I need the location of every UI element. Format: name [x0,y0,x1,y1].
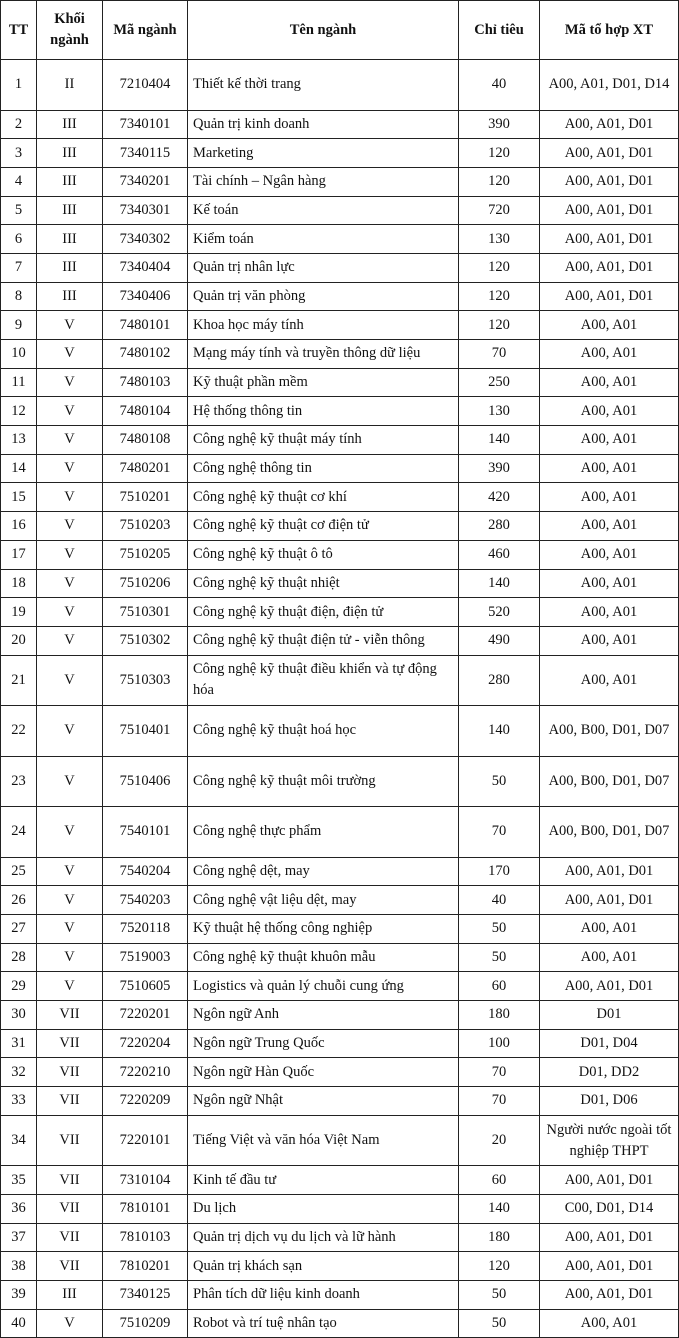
cell-ma-to-hop-xt: A00, A01 [540,569,679,598]
cell-ma-to-hop-xt: A00, A01 [540,1309,679,1338]
cell-ma-nganh: 7340115 [103,139,188,168]
cell-ma-to-hop-xt: A00, A01 [540,540,679,569]
cell-ten-nganh: Công nghệ kỹ thuật điện, điện tử [188,598,459,627]
cell-ma-to-hop-xt: Người nước ngoài tốt nghiệp THPT [540,1115,679,1166]
cell-ma-to-hop-xt: A00, A01, D01 [540,196,679,225]
cell-ma-to-hop-xt: A00, A01 [540,426,679,455]
table-row [1,397,679,426]
cell-ten-nganh: Công nghệ kỹ thuật cơ điện tử [188,512,459,541]
cell-ten-nganh: Hệ thống thông tin [188,397,459,426]
cell-khoi-nganh: V [37,426,103,455]
cell-ten-nganh: Công nghệ thực phẩm [188,807,459,858]
table-row [1,598,679,627]
cell-ma-nganh: 7340301 [103,196,188,225]
cell-ma-nganh: 7510605 [103,972,188,1001]
cell-ma-nganh: 7810103 [103,1223,188,1252]
cell-tt: 5 [1,196,37,225]
table-row [1,569,679,598]
header-khoi-nganh [37,1,103,60]
table-row [1,807,679,858]
table-row [1,110,679,139]
cell-ten-nganh: Kinh tế đầu tư [188,1166,459,1195]
cell-tt: 34 [1,1115,37,1166]
cell-ma-to-hop-xt: D01, D04 [540,1029,679,1058]
cell-ma-to-hop-xt: D01, DD2 [540,1058,679,1087]
cell-ma-to-hop-xt: A00, A01 [540,943,679,972]
cell-chi-tieu: 70 [459,1087,540,1116]
cell-khoi-nganh: V [37,454,103,483]
table-row [1,943,679,972]
cell-ma-to-hop-xt: A00, B00, D01, D07 [540,807,679,858]
cell-ma-to-hop-xt: A00, A01 [540,512,679,541]
cell-khoi-nganh: V [37,756,103,807]
cell-khoi-nganh: VII [37,1029,103,1058]
table-row [1,225,679,254]
cell-ten-nganh: Quản trị kinh doanh [188,110,459,139]
cell-ma-nganh: 7540204 [103,857,188,886]
cell-ma-to-hop-xt: A00, A01, D01 [540,139,679,168]
cell-ten-nganh: Công nghệ kỹ thuật điện tử - viễn thông [188,626,459,655]
table-row [1,426,679,455]
cell-chi-tieu: 720 [459,196,540,225]
cell-khoi-nganh: II [37,60,103,111]
cell-ten-nganh: Ngôn ngữ Anh [188,1001,459,1030]
cell-ma-nganh: 7340404 [103,253,188,282]
cell-ten-nganh: Du lịch [188,1194,459,1223]
cell-tt: 35 [1,1166,37,1195]
cell-ma-to-hop-xt: C00, D01, D14 [540,1194,679,1223]
cell-ten-nganh: Mạng máy tính và truyền thông dữ liệu [188,340,459,369]
cell-chi-tieu: 420 [459,483,540,512]
cell-ma-to-hop-xt: A00, A01, D01 [540,167,679,196]
cell-khoi-nganh: VII [37,1166,103,1195]
cell-ten-nganh: Công nghệ kỹ thuật khuôn mẫu [188,943,459,972]
cell-ma-to-hop-xt: A00, A01 [540,311,679,340]
cell-tt: 32 [1,1058,37,1087]
cell-ma-to-hop-xt: D01, D06 [540,1087,679,1116]
table-row [1,972,679,1001]
cell-chi-tieu: 120 [459,311,540,340]
cell-ten-nganh: Robot và trí tuệ nhân tạo [188,1309,459,1338]
cell-tt: 18 [1,569,37,598]
cell-khoi-nganh: V [37,540,103,569]
cell-chi-tieu: 50 [459,1309,540,1338]
cell-khoi-nganh: III [37,196,103,225]
cell-chi-tieu: 120 [459,1252,540,1281]
cell-chi-tieu: 180 [459,1223,540,1252]
cell-tt: 22 [1,706,37,757]
cell-ma-to-hop-xt: A00, A01, D01 [540,1223,679,1252]
cell-chi-tieu: 180 [459,1001,540,1030]
cell-ma-to-hop-xt: A00, A01 [540,368,679,397]
cell-khoi-nganh: VII [37,1087,103,1116]
cell-tt: 17 [1,540,37,569]
cell-ma-nganh: 7340201 [103,167,188,196]
header-ten-nganh: Tên ngành [188,1,459,60]
header-khoi-nganh-line1: Khối [54,11,85,27]
cell-khoi-nganh: V [37,972,103,1001]
cell-ma-to-hop-xt: A00, A01 [540,914,679,943]
cell-ma-to-hop-xt: A00, A01 [540,598,679,627]
cell-chi-tieu: 140 [459,1194,540,1223]
cell-tt: 3 [1,139,37,168]
cell-khoi-nganh: VII [37,1223,103,1252]
cell-chi-tieu: 60 [459,972,540,1001]
table-row [1,139,679,168]
cell-khoi-nganh: V [37,943,103,972]
cell-ten-nganh: Thiết kế thời trang [188,60,459,111]
cell-khoi-nganh: V [37,512,103,541]
header-ma-nganh: Mã ngành [103,1,188,60]
table-row [1,1252,679,1281]
table-row [1,340,679,369]
cell-ma-nganh: 7510205 [103,540,188,569]
cell-tt: 30 [1,1001,37,1030]
cell-chi-tieu: 140 [459,569,540,598]
cell-chi-tieu: 70 [459,1058,540,1087]
cell-ten-nganh: Ngôn ngữ Hàn Quốc [188,1058,459,1087]
cell-ma-nganh: 7220204 [103,1029,188,1058]
cell-khoi-nganh: III [37,167,103,196]
cell-chi-tieu: 50 [459,1281,540,1310]
cell-tt: 15 [1,483,37,512]
cell-khoi-nganh: V [37,483,103,512]
cell-chi-tieu: 50 [459,943,540,972]
cell-tt: 29 [1,972,37,1001]
cell-chi-tieu: 520 [459,598,540,627]
cell-ma-nganh: 7540101 [103,807,188,858]
cell-ten-nganh: Kiểm toán [188,225,459,254]
cell-ma-to-hop-xt: A00, A01, D01 [540,225,679,254]
cell-chi-tieu: 60 [459,1166,540,1195]
cell-ma-to-hop-xt: A00, B00, D01, D07 [540,706,679,757]
cell-ma-nganh: 7510201 [103,483,188,512]
cell-chi-tieu: 70 [459,340,540,369]
table-row [1,1194,679,1223]
cell-ma-nganh: 7810201 [103,1252,188,1281]
cell-ma-to-hop-xt: A00, A01, D01 [540,972,679,1001]
cell-ten-nganh: Kế toán [188,196,459,225]
cell-khoi-nganh: V [37,368,103,397]
cell-tt: 24 [1,807,37,858]
table-row [1,1115,679,1166]
cell-tt: 36 [1,1194,37,1223]
cell-ten-nganh: Tài chính – Ngân hàng [188,167,459,196]
table-row [1,706,679,757]
cell-ma-nganh: 7480108 [103,426,188,455]
cell-khoi-nganh: V [37,598,103,627]
cell-chi-tieu: 40 [459,886,540,915]
cell-chi-tieu: 280 [459,655,540,706]
header-khoi-nganh-line2: ngành [50,32,89,48]
cell-chi-tieu: 70 [459,807,540,858]
table-body [1,60,679,1338]
cell-chi-tieu: 120 [459,282,540,311]
cell-khoi-nganh: V [37,706,103,757]
cell-ten-nganh: Phân tích dữ liệu kinh doanh [188,1281,459,1310]
cell-ten-nganh: Quản trị văn phòng [188,282,459,311]
cell-ma-to-hop-xt: A00, A01 [540,397,679,426]
table-row [1,196,679,225]
cell-ten-nganh: Quản trị khách sạn [188,1252,459,1281]
cell-tt: 12 [1,397,37,426]
cell-tt: 40 [1,1309,37,1338]
cell-ma-nganh: 7480102 [103,340,188,369]
cell-ma-to-hop-xt: A00, A01, D01 [540,1166,679,1195]
cell-ma-to-hop-xt: A00, A01 [540,626,679,655]
cell-khoi-nganh: VII [37,1252,103,1281]
cell-ten-nganh: Công nghệ kỹ thuật hoá học [188,706,459,757]
cell-khoi-nganh: V [37,857,103,886]
table-row [1,512,679,541]
cell-ma-nganh: 7340406 [103,282,188,311]
cell-chi-tieu: 390 [459,454,540,483]
cell-ten-nganh: Logistics và quản lý chuỗi cung ứng [188,972,459,1001]
cell-tt: 25 [1,857,37,886]
cell-khoi-nganh: III [37,282,103,311]
cell-khoi-nganh: V [37,311,103,340]
cell-chi-tieu: 120 [459,253,540,282]
cell-khoi-nganh: VII [37,1194,103,1223]
cell-ma-nganh: 7220209 [103,1087,188,1116]
cell-chi-tieu: 130 [459,397,540,426]
cell-tt: 27 [1,914,37,943]
table-row [1,167,679,196]
table-row [1,454,679,483]
cell-ma-nganh: 7480201 [103,454,188,483]
cell-ma-to-hop-xt: D01 [540,1001,679,1030]
table-row [1,626,679,655]
cell-tt: 37 [1,1223,37,1252]
cell-khoi-nganh: V [37,886,103,915]
cell-tt: 28 [1,943,37,972]
table-row [1,483,679,512]
cell-ma-to-hop-xt: A00, B00, D01, D07 [540,756,679,807]
cell-ma-nganh: 7510301 [103,598,188,627]
cell-chi-tieu: 20 [459,1115,540,1166]
cell-khoi-nganh: VII [37,1001,103,1030]
cell-ma-to-hop-xt: A00, A01 [540,655,679,706]
cell-ten-nganh: Công nghệ kỹ thuật nhiệt [188,569,459,598]
header-tt: TT [1,1,37,60]
cell-ten-nganh: Quản trị dịch vụ du lịch và lữ hành [188,1223,459,1252]
cell-tt: 11 [1,368,37,397]
table-row [1,1309,679,1338]
table-row [1,282,679,311]
cell-ten-nganh: Công nghệ kỹ thuật máy tính [188,426,459,455]
cell-ma-to-hop-xt: A00, A01, D01 [540,886,679,915]
cell-ten-nganh: Kỹ thuật phần mềm [188,368,459,397]
cell-ma-nganh: 7480101 [103,311,188,340]
header-ma-to-hop-xt: Mã tổ hợp XT [540,1,679,60]
cell-khoi-nganh: V [37,914,103,943]
cell-chi-tieu: 140 [459,706,540,757]
table-row [1,60,679,111]
cell-tt: 33 [1,1087,37,1116]
table-row [1,914,679,943]
cell-ma-to-hop-xt: A00, A01 [540,483,679,512]
cell-ma-to-hop-xt: A00, A01 [540,340,679,369]
table-row [1,253,679,282]
cell-tt: 19 [1,598,37,627]
cell-chi-tieu: 100 [459,1029,540,1058]
cell-ten-nganh: Khoa học máy tính [188,311,459,340]
cell-ma-nganh: 7340125 [103,1281,188,1310]
cell-khoi-nganh: VII [37,1058,103,1087]
cell-ten-nganh: Công nghệ kỹ thuật cơ khí [188,483,459,512]
table-row [1,1087,679,1116]
cell-tt: 9 [1,311,37,340]
cell-ma-nganh: 7220201 [103,1001,188,1030]
table-row [1,1001,679,1030]
cell-khoi-nganh: V [37,569,103,598]
cell-ma-nganh: 7510303 [103,655,188,706]
cell-tt: 20 [1,626,37,655]
cell-tt: 7 [1,253,37,282]
cell-ten-nganh: Công nghệ thông tin [188,454,459,483]
table-row [1,1223,679,1252]
cell-khoi-nganh: V [37,655,103,706]
cell-ten-nganh: Công nghệ kỹ thuật ô tô [188,540,459,569]
cell-khoi-nganh: V [37,340,103,369]
cell-ten-nganh: Công nghệ dệt, may [188,857,459,886]
cell-ma-nganh: 7480104 [103,397,188,426]
cell-tt: 6 [1,225,37,254]
cell-ma-nganh: 7510406 [103,756,188,807]
cell-chi-tieu: 120 [459,167,540,196]
cell-ma-nganh: 7810101 [103,1194,188,1223]
cell-ma-nganh: 7520118 [103,914,188,943]
cell-ma-nganh: 7510203 [103,512,188,541]
cell-khoi-nganh: III [37,253,103,282]
cell-ma-to-hop-xt: A00, A01, D01, D14 [540,60,679,111]
cell-ma-nganh: 7519003 [103,943,188,972]
table-row [1,1281,679,1310]
cell-khoi-nganh: V [37,397,103,426]
cell-ma-to-hop-xt: A00, A01, D01 [540,282,679,311]
cell-chi-tieu: 460 [459,540,540,569]
cell-khoi-nganh: III [37,110,103,139]
table-row [1,886,679,915]
cell-ten-nganh: Kỹ thuật hệ thống công nghiệp [188,914,459,943]
cell-chi-tieu: 50 [459,914,540,943]
table-row [1,540,679,569]
cell-khoi-nganh: V [37,807,103,858]
cell-ma-nganh: 7510302 [103,626,188,655]
cell-chi-tieu: 50 [459,756,540,807]
cell-chi-tieu: 280 [459,512,540,541]
table-row [1,1029,679,1058]
cell-tt: 31 [1,1029,37,1058]
table-row [1,655,679,706]
cell-ma-to-hop-xt: A00, A01, D01 [540,253,679,282]
cell-ten-nganh: Ngôn ngữ Trung Quốc [188,1029,459,1058]
cell-khoi-nganh: III [37,139,103,168]
cell-ten-nganh: Công nghệ kỹ thuật điều khiển và tự động hóa [188,655,459,706]
cell-chi-tieu: 130 [459,225,540,254]
cell-tt: 38 [1,1252,37,1281]
cell-tt: 10 [1,340,37,369]
table-row [1,1166,679,1195]
header-row [1,1,679,60]
cell-tt: 2 [1,110,37,139]
cell-ma-to-hop-xt: A00, A01, D01 [540,1252,679,1281]
cell-ma-nganh: 7310104 [103,1166,188,1195]
cell-chi-tieu: 40 [459,60,540,111]
cell-tt: 16 [1,512,37,541]
cell-chi-tieu: 170 [459,857,540,886]
table-row [1,368,679,397]
cell-ma-to-hop-xt: A00, A01 [540,454,679,483]
cell-khoi-nganh: V [37,626,103,655]
cell-tt: 4 [1,167,37,196]
cell-khoi-nganh: III [37,225,103,254]
cell-khoi-nganh: VII [37,1115,103,1166]
table-row [1,756,679,807]
cell-chi-tieu: 390 [459,110,540,139]
cell-ten-nganh: Marketing [188,139,459,168]
table-row [1,311,679,340]
cell-tt: 21 [1,655,37,706]
cell-ten-nganh: Ngôn ngữ Nhật [188,1087,459,1116]
cell-ten-nganh: Công nghệ kỹ thuật môi trường [188,756,459,807]
cell-ma-nganh: 7510401 [103,706,188,757]
cell-tt: 39 [1,1281,37,1310]
cell-chi-tieu: 490 [459,626,540,655]
cell-ten-nganh: Tiếng Việt và văn hóa Việt Nam [188,1115,459,1166]
cell-ma-to-hop-xt: A00, A01, D01 [540,110,679,139]
cell-ma-nganh: 7480103 [103,368,188,397]
cell-tt: 8 [1,282,37,311]
cell-tt: 26 [1,886,37,915]
cell-ma-nganh: 7210404 [103,60,188,111]
cell-chi-tieu: 250 [459,368,540,397]
cell-tt: 13 [1,426,37,455]
cell-chi-tieu: 140 [459,426,540,455]
table-row [1,857,679,886]
cell-ma-nganh: 7540203 [103,886,188,915]
cell-ma-to-hop-xt: A00, A01, D01 [540,857,679,886]
table-row [1,1058,679,1087]
cell-ma-nganh: 7220210 [103,1058,188,1087]
cell-tt: 23 [1,756,37,807]
cell-ma-nganh: 7220101 [103,1115,188,1166]
cell-ten-nganh: Quản trị nhân lực [188,253,459,282]
cell-ma-nganh: 7340101 [103,110,188,139]
cell-chi-tieu: 120 [459,139,540,168]
cell-ma-nganh: 7340302 [103,225,188,254]
cell-khoi-nganh: III [37,1281,103,1310]
cell-ten-nganh: Công nghệ vật liệu dệt, may [188,886,459,915]
cell-ma-nganh: 7510206 [103,569,188,598]
cell-tt: 14 [1,454,37,483]
cell-khoi-nganh: V [37,1309,103,1338]
header-chi-tieu: Chỉ tiêu [459,1,540,60]
cell-ma-to-hop-xt: A00, A01, D01 [540,1281,679,1310]
cell-ma-nganh: 7510209 [103,1309,188,1338]
cell-tt: 1 [1,60,37,111]
